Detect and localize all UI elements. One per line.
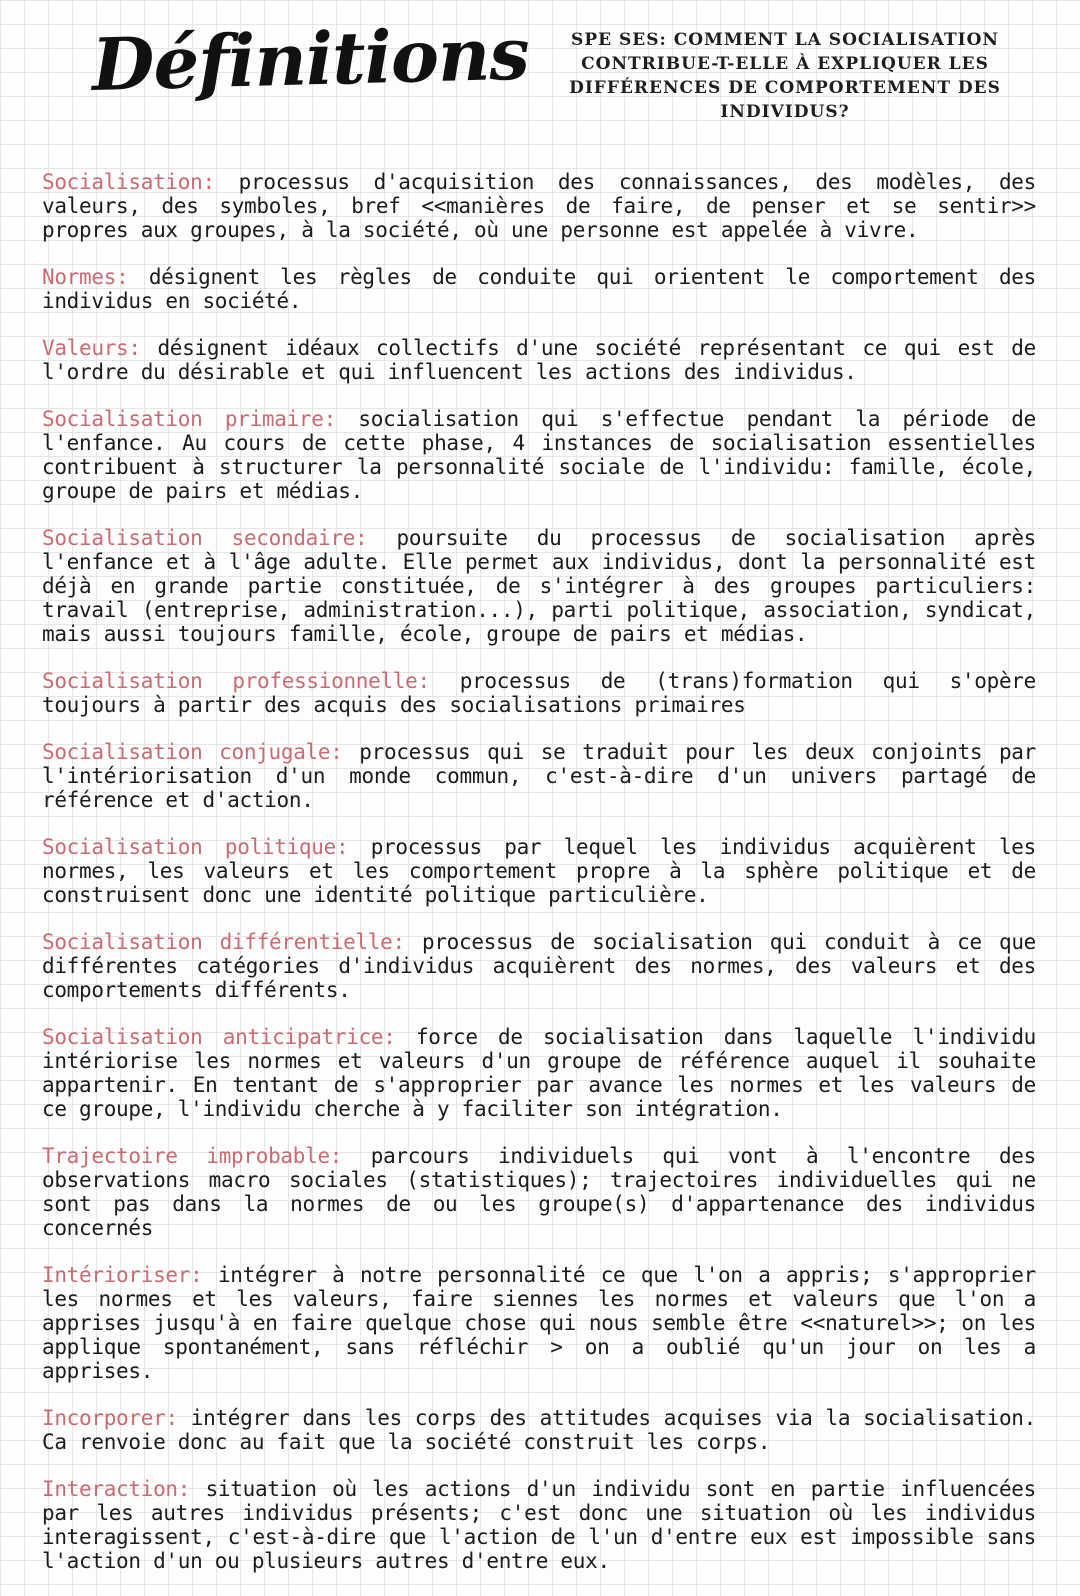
definition-text: intégrer à notre personnalité ce que l'on a appris; s'approprier les normes et les valeurs, faire siennes les normes et valeurs que l'on a apprises jusqu'à en faire quelque chose qui nous semble être <<naturel>>; on les applique spontanément, sans réfléchir > on a oublié qu'un jour on les a apprises. — [42, 1263, 1036, 1383]
definition-entry: Socialisation professionnelle: processus de (trans)formation qui s'opère toujours à partir des acquis des socialisations primaires — [42, 669, 1036, 717]
definition-entry: Socialisation politique: processus par lequel les individus acquièrent les normes, les valeurs et les comportement propre à la sphère politique et de construisent donc une identité politique particulière. — [42, 835, 1036, 907]
definition-entry: Incorporer: intégrer dans les corps des attitudes acquises via la socialisation. Ca renvoie donc au fait que la société construit les corps. — [42, 1406, 1036, 1454]
definition-text: processus de (trans)formation qui s'opère toujours à partir des acquis des socialisations primaires — [42, 669, 1036, 717]
definition-entry: Socialisation différentielle: processus de socialisation qui conduit à ce que différentes catégories d'individus acquièrent des normes, des valeurs et des comportements différents. — [42, 930, 1037, 1002]
definitions-list — [42, 170, 1036, 1596]
definition-term: Socialisation — [42, 170, 203, 194]
definition-entry: Trajectoire improbable: parcours individuels qui vont à l'encontre des observations macro sociales (statistiques); trajectoires individuelles qui ne sont pas dans la normes de ou les groupe(s) d'appartenance des individus concernés — [42, 1144, 1036, 1240]
definition-term: Trajectoire improbable — [42, 1144, 330, 1168]
definition-term: Socialisation anticipatrice — [42, 1025, 384, 1049]
definition-term: Incorporer — [42, 1406, 166, 1430]
definition-text: intégrer dans les corps des attitudes acquises via la socialisation. Ca renvoie donc au fait que la société construit les corps. — [42, 1406, 1036, 1454]
definition-entry: Socialisation secondaire: poursuite du processus de socialisation après l'enfance et à l'âge adulte. Elle permet aux individus, dont la personnalité est déjà en grande partie constituée, de s'intégrer à des groupes particuliers: travail (entreprise, administration...), parti politique, association, syndicat, mais aussi toujours famille, école, groupe de pairs et médias. — [42, 526, 1037, 646]
subject-header: SPE SES: COMMENT LA SOCIALISATION CONTRIBUE-T-ELLE À EXPLIQUER LES DIFFÉRENCES DE COMPORTEMENT DES INDIVIDUS? — [569, 30, 1001, 122]
definition-text: force de socialisation dans laquelle l'individu intériorise les normes et valeurs d'un groupe de référence auquel il souhaite appartenir. En tentant de s'approprier par avance les normes et les valeurs de ce groupe, l'individu cherche à y faciliter son intégration. — [42, 1025, 1037, 1121]
definition-text: processus qui se traduit pour les deux conjoints par l'intériorisation d'un monde commun, c'est-à-dire d'un univers partagé de référence et d'action. — [42, 740, 1036, 812]
definition-term: Interaction — [42, 1477, 178, 1501]
definition-term: Valeurs — [42, 336, 129, 360]
definition-term: Socialisation différentielle — [42, 930, 393, 954]
definition-term: Socialisation primaire — [42, 407, 324, 431]
definition-text: socialisation qui s'effectue pendant la période de l'enfance. Au cours de cette phase, 4 instances de socialisation essentielles contribuent à structurer la personnalité sociale de l'individu: famille, école, groupe de pairs et médias. — [42, 407, 1036, 503]
definition-term: Normes — [42, 265, 117, 289]
page-title: Définitions — [90, 10, 530, 107]
definition-entry: Socialisation conjugale: processus qui se traduit pour les deux conjoints par l'intériorisation d'un monde commun, c'est-à-dire d'un univers partagé de référence et d'action. — [42, 740, 1036, 812]
definition-entry: Valeurs: désignent idéaux collectifs d'une société représentant ce qui est de l'ordre du désirable et qui influencent les actions des individus. — [42, 336, 1036, 384]
definition-text: poursuite du processus de socialisation après l'enfance et à l'âge adulte. Elle permet aux individus, dont la personnalité est déjà en grande partie constituée, de s'intégrer à des groupes particuliers: travail (entreprise, administration...), parti politique, association, syndicat, mais aussi toujours famille, école, groupe de pairs et médias. — [42, 526, 1037, 646]
definition-text: désignent idéaux collectifs d'une société représentant ce qui est de l'ordre du désirable et qui influencent les actions des individus. — [42, 336, 1036, 384]
definition-entry: Interaction: situation où les actions d'un individu sont en partie influencées par les autres individus présents; c'est donc une situation où les individus interagissent, c'est-à-dire que l'action de l'un d'entre eux est impossible sans l'action d'un ou plusieurs autres d'entre eux. — [42, 1477, 1036, 1573]
definition-text: processus de socialisation qui conduit à ce que différentes catégories d'individus acquièrent des normes, des valeurs et des comportements différents. — [42, 930, 1037, 1002]
definition-entry: Socialisation primaire: socialisation qui s'effectue pendant la période de l'enfance. Au cours de cette phase, 4 instances de socialisation essentielles contribuent à structurer la personnalité sociale de l'individu: famille, école, groupe de pairs et médias. — [42, 407, 1036, 503]
definition-entry: Socialisation anticipatrice: force de socialisation dans laquelle l'individu intériorise les normes et valeurs d'un groupe de référence auquel il souhaite appartenir. En tentant de s'approprier par avance les normes et les valeurs de ce groupe, l'individu cherche à y faciliter son intégration. — [42, 1025, 1037, 1121]
definition-text: situation où les actions d'un individu sont en partie influencées par les autres individus présents; c'est donc une situation où les individus interagissent, c'est-à-dire que l'action de l'un d'entre eux est impossible sans l'action d'un ou plusieurs autres d'entre eux. — [42, 1477, 1036, 1573]
definition-term: Socialisation conjugale — [42, 740, 331, 764]
definition-text: parcours individuels qui vont à l'encontre des observations macro sociales (statistiques); trajectoires individuelles qui ne sont pas dans la normes de ou les groupe(s) d'appartenance des individus concernés — [42, 1144, 1036, 1240]
definition-text: processus d'acquisition des connaissances, des modèles, des valeurs, des symboles, bref <<manières de faire, de penser et se sentir>> propres aux groupes, à la société, où une personne est appelée à vivre. — [42, 170, 1036, 242]
definition-term: Socialisation professionnelle — [42, 669, 418, 693]
definition-text: désignent les règles de conduite qui orientent le comportement des individus en société. — [42, 265, 1036, 313]
definition-entry: Intérioriser: intégrer à notre personnalité ce que l'on a appris; s'approprier les normes et les valeurs, faire siennes les normes et valeurs que l'on a apprises jusqu'à en faire quelque chose qui nous semble être <<naturel>>; on les applique spontanément, sans réfléchir > on a oublié qu'un jour on les a apprises. — [42, 1263, 1036, 1383]
definition-text: processus par lequel les individus acquièrent les normes, les valeurs et les comportement propre à la sphère politique et de construisent donc une identité politique particulière. — [42, 835, 1036, 907]
definition-term: Socialisation secondaire — [42, 526, 356, 550]
definition-entry: Socialisation: processus d'acquisition des connaissances, des modèles, des valeurs, des symboles, bref <<manières de faire, de penser et se sentir>> propres aux groupes, à la société, où une personne est appelée à vivre. — [42, 170, 1036, 242]
definition-entry: Normes: désignent les règles de conduite qui orientent le comportement des individus en société. — [42, 265, 1036, 313]
definition-term: Socialisation politique — [42, 835, 336, 859]
definition-term: Intérioriser — [42, 1263, 191, 1287]
